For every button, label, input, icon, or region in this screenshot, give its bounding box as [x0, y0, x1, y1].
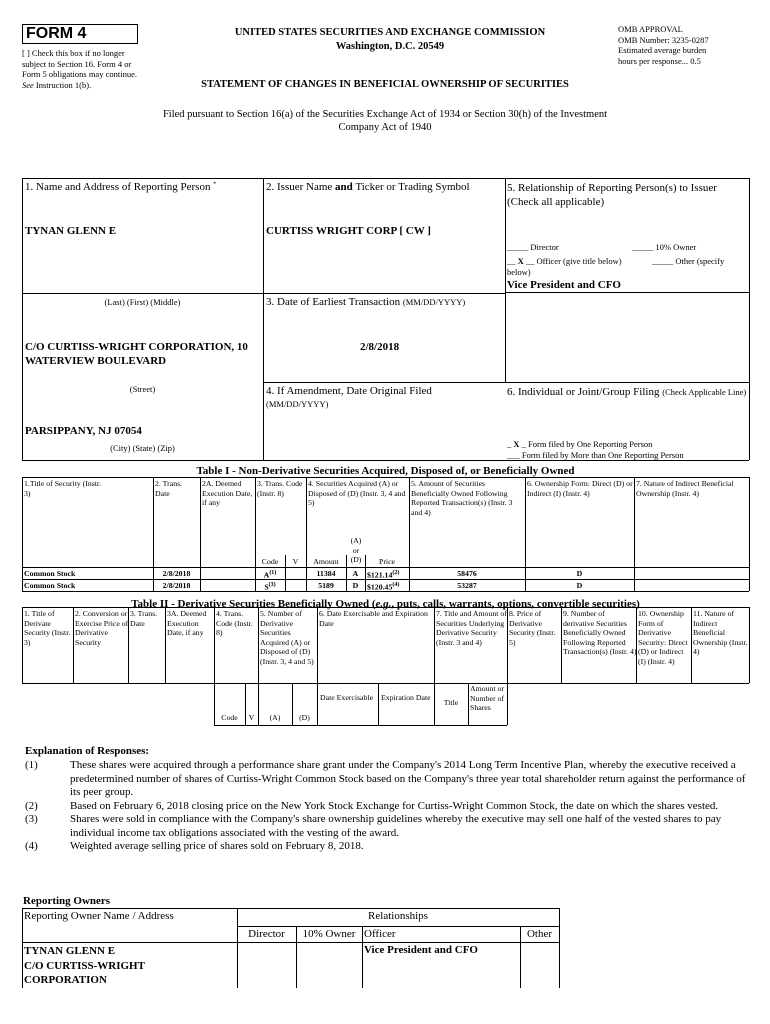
t1-h-title: 1.Title of Security (Instr. 3): [24, 479, 102, 498]
ten-pct-option: _____ 10% Owner: [632, 242, 697, 252]
box1-label: 1. Name and Address of Reporting Person *: [25, 181, 217, 193]
explanation-item: (2) Based on February 6, 2018 closing price on the New York Stock Exchange for Curtiss-Wright Common Stock, the date on which the shares vested.: [25, 799, 719, 812]
t2-h-sub-code: Code: [221, 713, 238, 722]
table2-title: Table II - Derivative Securities Beneficially Owned (e.g., puts, calls, warrants, options, convertible securities): [131, 598, 640, 610]
box6-label: 6. Individual or Joint/Group Filing (Check Applicable Line): [507, 386, 747, 398]
reporting-person-name: TYNAN GLENN E: [25, 225, 117, 237]
owners-col-other: Other: [526, 928, 553, 940]
t1-h-sub-aord: (A) or (D): [350, 536, 362, 564]
t1-r2-owned: 53287: [457, 581, 477, 590]
earliest-transaction-date: 2/8/2018: [360, 341, 400, 353]
t2-h-code: 4. Trans. Code (Instr. 8): [216, 609, 253, 637]
owner-name-address: TYNAN GLENN E C/O CURTISS-WRIGHT CORPORATION: [24, 945, 145, 986]
name-parts-label: (Last) (First) (Middle): [104, 297, 181, 307]
officer-title: Vice President and CFO: [507, 279, 621, 291]
t2-h-price: 8. Price of Derivative Security (Instr. 5): [509, 609, 556, 647]
explanation-item: (3) Shares were sold in compliance with the Company's share ownership guidelines whereby the executive may sell one half of the vested shares to pay individual income tax obligations associated with the vesting of the award.: [25, 813, 722, 839]
owners-heading: Reporting Owners: [23, 895, 111, 907]
t1-r1-aord: A: [352, 569, 359, 578]
box5-label: 5. Relationship of Reporting Person(s) to Issuer (Check all applicable): [507, 182, 717, 208]
t1-h-sub-v: V: [292, 557, 299, 566]
t2-h-sub-a: (A): [269, 713, 281, 722]
t2-h-deemed: 3A. Deemed Execution Date, if any: [167, 609, 207, 637]
officer-option: __ X __ Officer (give title below): [507, 256, 622, 266]
t1-h-deemed: 2A. Deemed Execution Date, if any: [202, 479, 253, 507]
t1-h-sub-price: Price: [378, 557, 396, 566]
t1-h-date: 2. Trans. Date: [155, 479, 183, 498]
t1-h-sub-code: Code: [261, 557, 279, 566]
owners-col-director: Director: [248, 928, 285, 940]
t1-h-acquired: 4. Securities Acquired (A) or Disposed of (D) (Instr. 3, 4 and 5): [308, 479, 406, 507]
t2-h-conversion: 2. Conversion or Exercise Price of Derivative Security: [75, 609, 129, 647]
box4-label: 4. If Amendment, Date Original Filed: [266, 385, 432, 397]
t1-r2-form: D: [576, 581, 583, 590]
city-label: (City) (State) (Zip): [110, 443, 175, 453]
t1-h-sub-amount: Amount: [313, 557, 339, 566]
t2-h-sub-exp: Expiration Date: [381, 693, 431, 702]
street-label: (Street): [129, 384, 156, 394]
other-option: _____ Other (specify below): [507, 256, 725, 277]
issuer-name: CURTISS WRIGHT CORP [ CW ]: [266, 225, 431, 237]
more-persons-option: ___ Form filed by More than One Reporting Person: [507, 450, 684, 460]
t1-r1-owned: 58476: [457, 569, 477, 578]
t2-h-nature: 11. Nature of Indirect Beneficial Ownership (Instr. 4): [693, 609, 748, 656]
t2-h-sub-d: (D): [299, 713, 310, 722]
box2-label: 2. Issuer Name and Ticker or Trading Symbol: [266, 181, 470, 193]
t1-h-ownership-form: 6. Ownership Form: Direct (D) or Indirect (I) (Instr. 4): [527, 479, 633, 498]
explanation-heading: Explanation of Responses:: [25, 745, 150, 757]
agency-title: UNITED STATES SECURITIES AND EXCHANGE COMMISSION: [234, 27, 546, 38]
omb-approval: OMB APPROVAL OMB Number: 3235-0287 Estimated average burden hours per response... 0.5: [618, 24, 709, 66]
owner-officer-title: Vice President and CFO: [364, 944, 478, 956]
t2-h-owned: 9. Number of derivative Securities Beneficially Owned Following Reported Transaction(s) (Instr. 4): [563, 609, 637, 656]
t1-r2-date: 2/8/2018: [162, 581, 191, 590]
t1-r2-aord: D: [352, 581, 359, 590]
t1-r1-form: D: [576, 569, 583, 578]
box4-format: (MM/DD/YYYY): [266, 399, 329, 409]
t2-h-sub-title: Title: [443, 698, 459, 707]
t2-h-exercisable: 6. Date Exercisable and Expiration Date: [319, 609, 428, 628]
street-address: C/O CURTISS-WRIGHT CORPORATION, 10 WATERVIEW BOULEVARD: [25, 341, 248, 367]
t2-h-sub-date-ex: Date Exercisable: [320, 693, 374, 702]
t2-h-sub-amount: Amount or Number of Shares: [470, 684, 505, 712]
t1-r2-code: $S^{(3)}$: [264, 582, 276, 592]
checkbox-note: [ ] Check this box if no longer subject to Section 16. Form 4 or Form 5 obligations may continue. See Instruction 1(b).: [22, 48, 137, 90]
t1-r2-amount: 5189: [318, 581, 334, 590]
box3-label: 3. Date of Earliest Transaction (MM/DD/YYYY): [266, 296, 466, 308]
t2-h-number: 5. Number of Derivative Securities Acquired (A) or Disposed of (D) (Instr. 3, 4 and 5): [260, 609, 314, 666]
t1-h-nature: 7. Nature of Indirect Beneficial Ownership (Instr. 4): [636, 479, 734, 498]
t2-h-ownership-form: 10. Ownership Form of Derivative Security: Direct (D) or Indirect (I) (Instr. 4): [638, 609, 688, 666]
t1-r1-code: $A^{(1)}$: [263, 570, 277, 580]
form-title: FORM 4: [26, 25, 87, 42]
director-option: _____ Director: [507, 242, 559, 252]
owners-col-officer: Officer: [364, 928, 396, 940]
owners-col-relationships: Relationships: [368, 910, 428, 922]
t1-r2-title: Common Stock: [24, 581, 76, 590]
t2-h-title: 1. Title of Derivate Security (Instr. 3): [24, 609, 71, 647]
t2-h-sub-v: V: [248, 713, 255, 722]
filed-pursuant: Filed pursuant to Section 16(a) of the Securities Exchange Act of 1934 or Section 30(h) of the Investment Company Act of 1940: [162, 109, 608, 133]
t1-h-code: 3. Trans. Code (Instr. 8): [257, 479, 303, 498]
t1-h-amount-owned: 5. Amount of Securities Beneficially Owned Following Reported Transaction(s) (Instr. 3 and 4): [411, 479, 513, 517]
statement-title: STATEMENT OF CHANGES IN BENEFICIAL OWNERSHIP OF SECURITIES: [201, 79, 569, 90]
table1-title: Table I - Non-Derivative Securities Acquired, Disposed of, or Beneficially Owned: [196, 465, 575, 477]
t1-r1-amount: 11384: [316, 569, 336, 578]
t2-h-underlying: 7. Title and Amount of Securities Underlying Derivative Security (Instr. 3 and 4): [436, 609, 507, 647]
explanation-list: [25, 759, 750, 854]
agency-location: Washington, D.C. 20549: [335, 41, 445, 52]
t2-h-date: 3. Trans. Date: [130, 609, 158, 628]
one-person-option: _ X _ Form filed by One Reporting Person: [507, 439, 653, 449]
owners-col-name: Reporting Owner Name / Address: [24, 910, 174, 922]
explanation-item: (1) These shares were acquired through a performance share grant under the Company's 2014 Long Term Incentive Plan, whereby the executive received a predetermined number of shares of Curtiss-Wright Common Stock based on the Company's three year total shareholder return against the performance of its peer group.: [25, 759, 746, 798]
form-title-box: [22, 24, 138, 44]
t1-r1-price: $121.14$^{(2)}$: [367, 570, 400, 580]
explanation-item: (4) Weighted average selling price of shares sold on February 8, 2018.: [25, 840, 364, 852]
t1-r2-price: $120.45$^{(4)}$: [367, 582, 400, 592]
t1-r1-date: 2/8/2018: [162, 569, 191, 578]
owners-col-ten-pct: 10% Owner: [302, 928, 356, 940]
city-state-zip: PARSIPPANY, NJ 07054: [25, 425, 142, 437]
t1-r1-title: Common Stock: [24, 569, 76, 578]
